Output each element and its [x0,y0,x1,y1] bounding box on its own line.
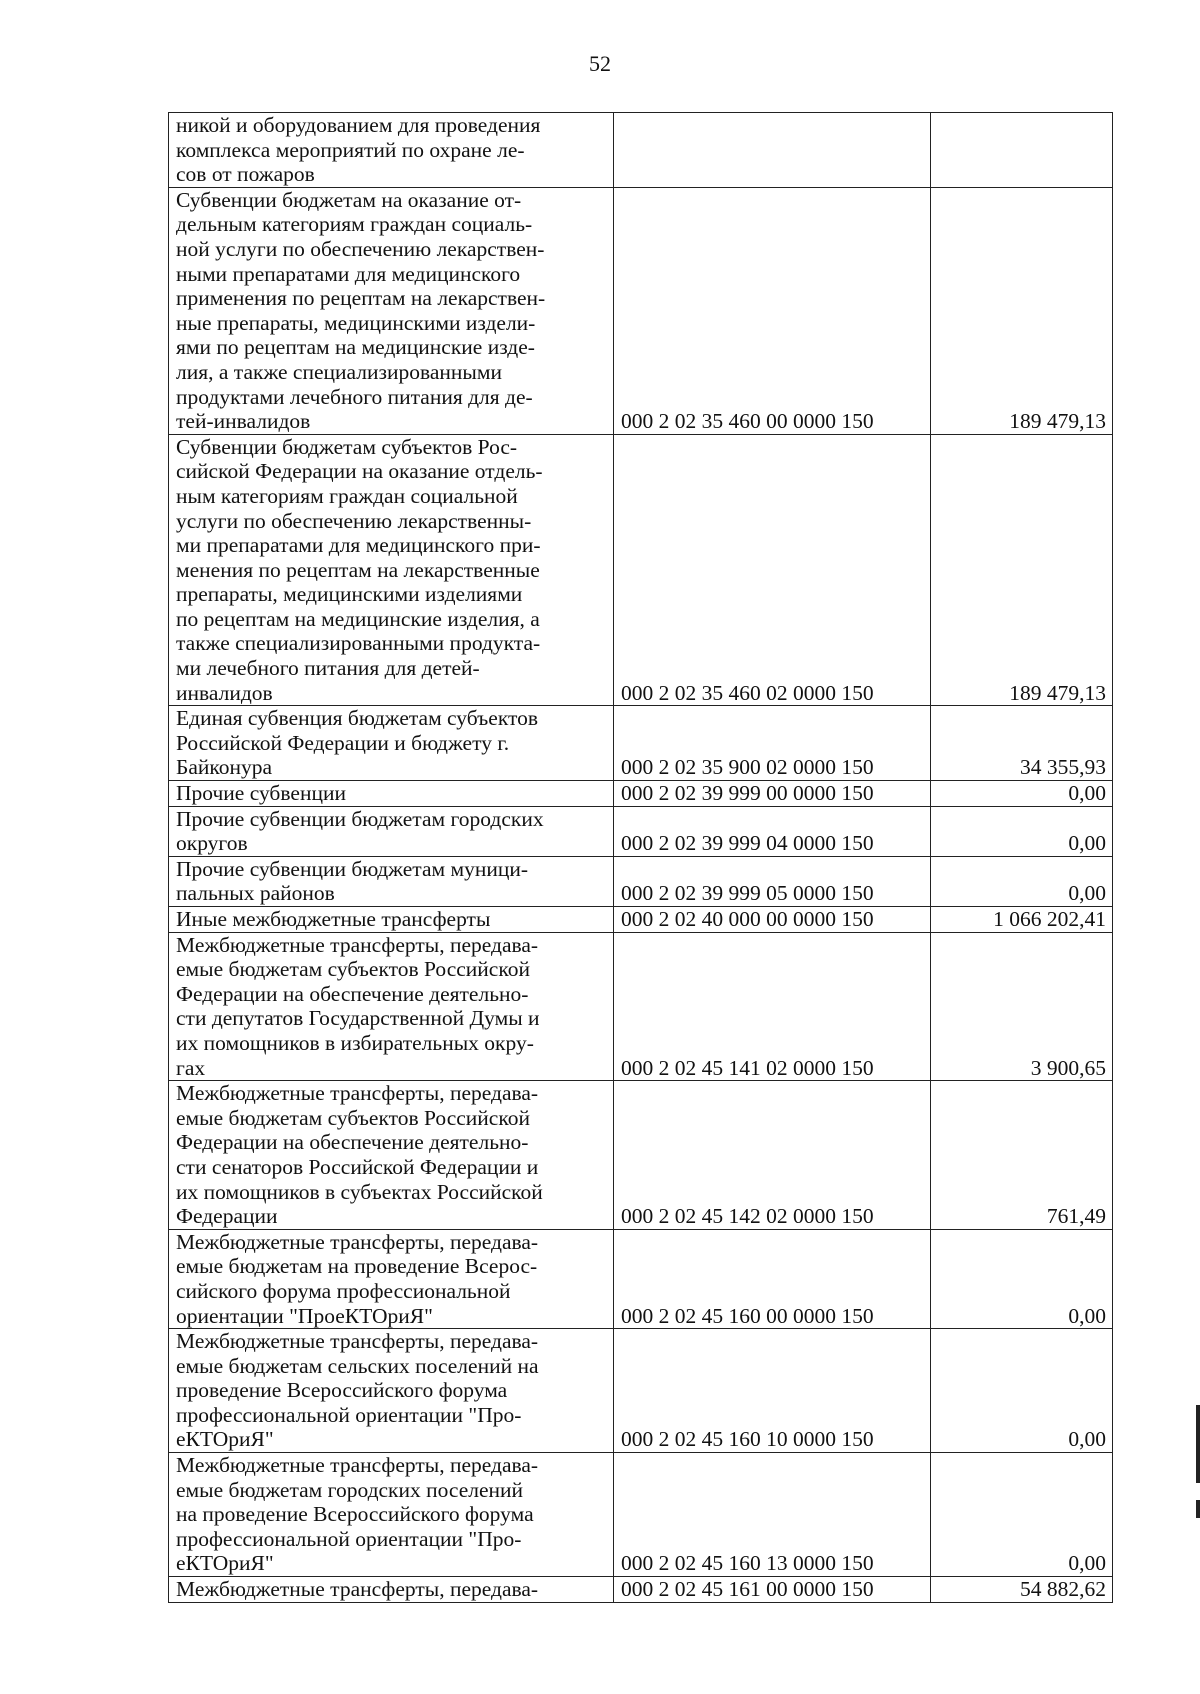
revenue-description: Единая субвенция бюджетам субъектов Российской Федерации и бюджету г. Байконура [169,706,614,781]
amount: 189 479,13 [931,187,1113,434]
table-row [169,781,1113,807]
table-row [169,806,1113,856]
table-row [169,1229,1113,1328]
budget-classification-code: 000 2 02 39 999 05 0000 150 [614,856,931,906]
budget-classification-code: 000 2 02 39 999 04 0000 150 [614,806,931,856]
revenue-description: Межбюджетные трансферты, передава- емые бюджетам на проведение Всерос- сийского форума профессиональной ориентации "ПроеКТОриЯ" [169,1229,614,1328]
table-row [169,907,1113,933]
amount: 189 479,13 [931,434,1113,706]
scan-edge-mark [1196,1405,1200,1483]
table-row [169,856,1113,906]
budget-revenue-table [168,112,1113,1603]
table-body [169,113,1113,1603]
budget-classification-code: 000 2 02 45 142 02 0000 150 [614,1081,931,1230]
budget-classification-code: 000 2 02 35 460 02 0000 150 [614,434,931,706]
budget-classification-code: 000 2 02 39 999 00 0000 150 [614,781,931,807]
amount: 54 882,62 [931,1577,1113,1603]
revenue-description: Прочие субвенции бюджетам муници- пальных районов [169,856,614,906]
budget-classification-code [614,113,931,188]
amount: 0,00 [931,856,1113,906]
amount: 0,00 [931,1229,1113,1328]
table-row [169,113,1113,188]
table-row [169,434,1113,706]
table-row [169,1577,1113,1603]
amount: 1 066 202,41 [931,907,1113,933]
table-row [169,187,1113,434]
budget-classification-code: 000 2 02 35 900 02 0000 150 [614,706,931,781]
amount: 761,49 [931,1081,1113,1230]
revenue-description: Межбюджетные трансферты, передава- емые бюджетам городских поселений на проведение Всероссийского форума профессиональной ориентации "Про- еКТОриЯ" [169,1453,614,1577]
amount: 3 900,65 [931,932,1113,1081]
table-row [169,932,1113,1081]
revenue-description: Межбюджетные трансферты, передава- емые бюджетам сельских поселений на проведение Всероссийского форума профессиональной ориентации "Про- еКТОриЯ" [169,1329,614,1453]
amount: 0,00 [931,1329,1113,1453]
amount: 0,00 [931,806,1113,856]
revenue-description: Субвенции бюджетам субъектов Рос- сийской Федерации на оказание отдель- ным категориям граждан социальной услуги по обеспечению лекарственны- ми препаратами для медицинского при- менения по рецептам на лекарственные препараты, медицинскими изделиями по рецептам на медицинские изделия, а также специализированными продукта- ми лечебного питания для детей- инвалидов [169,434,614,706]
revenue-description: никой и оборудованием для проведения комплекса мероприятий по охране ле- сов от пожаров [169,113,614,188]
table-row [169,1081,1113,1230]
amount: 0,00 [931,781,1113,807]
budget-classification-code: 000 2 02 45 161 00 0000 150 [614,1577,931,1603]
table-row [169,1329,1113,1453]
table-row [169,1453,1113,1577]
budget-classification-code: 000 2 02 45 141 02 0000 150 [614,932,931,1081]
revenue-description: Субвенции бюджетам на оказание от- дельным категориям граждан социаль- ной услуги по обеспечению лекарствен- ными препаратами для медицинского применения по рецептам на лекарствен- ные препараты, медицинскими издели- ями по рецептам на медицинские изде- лия, а также специализированными продуктами лечебного питания для де- тей-инвалидов [169,187,614,434]
revenue-description: Иные межбюджетные трансферты [169,907,614,933]
revenue-description: Межбюджетные трансферты, передава- [169,1577,614,1603]
revenue-description: Прочие субвенции бюджетам городских округов [169,806,614,856]
budget-classification-code: 000 2 02 35 460 00 0000 150 [614,187,931,434]
budget-classification-code: 000 2 02 45 160 00 0000 150 [614,1229,931,1328]
revenue-description: Прочие субвенции [169,781,614,807]
budget-classification-code: 000 2 02 40 000 00 0000 150 [614,907,931,933]
revenue-description: Межбюджетные трансферты, передава- емые бюджетам субъектов Российской Федерации на обеспечение деятельно- сти сенаторов Российской Федерации и их помощников в субъектах Российской Федерации [169,1081,614,1230]
page-number: 52 [589,51,611,76]
scan-edge-mark [1196,1500,1200,1518]
table-row [169,706,1113,781]
amount: 34 355,93 [931,706,1113,781]
budget-classification-code: 000 2 02 45 160 13 0000 150 [614,1453,931,1577]
revenue-description: Межбюджетные трансферты, передава- емые бюджетам субъектов Российской Федерации на обеспечение деятельно- сти депутатов Государственной Думы и их помощников в избирательных окру- гах [169,932,614,1081]
amount [931,113,1113,188]
budget-classification-code: 000 2 02 45 160 10 0000 150 [614,1329,931,1453]
amount: 0,00 [931,1453,1113,1577]
